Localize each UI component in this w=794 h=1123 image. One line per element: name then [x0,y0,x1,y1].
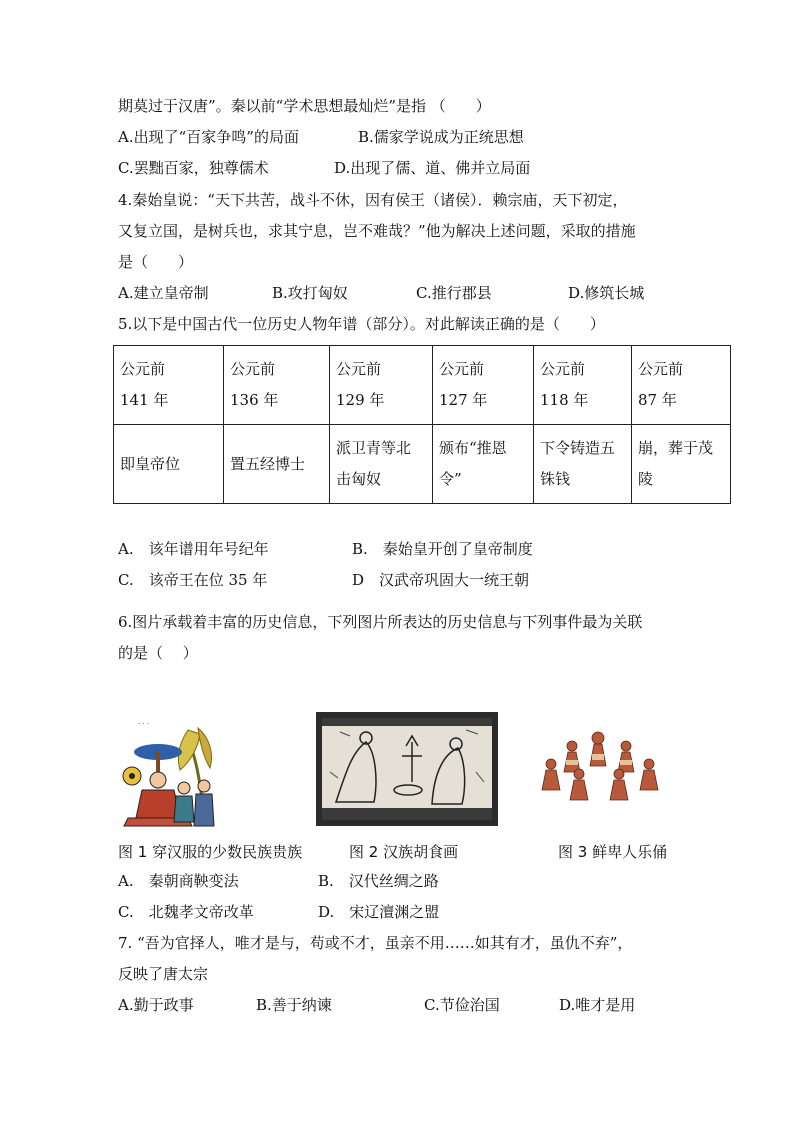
q3-option-c: C.罢黜百家，独尊儒术 [118,159,269,177]
table-cell-year: 公元前 141 年 [114,346,224,425]
table-cell-year: 公元前 129 年 [330,346,433,425]
q4-option-c: C.推行郡县 [416,284,492,302]
figure-3-image [534,726,668,806]
q5-stem: 5.以下是中国古代一位历史人物年谱（部分）。对此解读正确的是（ ） [118,315,605,333]
figure-3-caption: 图 3 鲜卑人乐俑 [558,843,668,861]
q7-option-c: C.节俭治国 [424,996,500,1014]
table-row-events [114,425,731,504]
table-cell-year: 公元前 118 年 [534,346,632,425]
q5-option-a: A. 该年谱用年号纪年 [118,540,269,558]
figure-1-image [118,718,236,832]
table-cell-year: 公元前 136 年 [224,346,330,425]
table-cell-event: 即皇帝位 [114,425,224,504]
q6-stem-line1: 6.图片承载着丰富的历史信息，下列图片所表达的历史信息与下列事件最为关联 [118,613,643,631]
q6-stem-line2: 的是（ ） [118,644,198,662]
q3-option-d: D.出现了儒、道、佛并立局面 [334,159,531,177]
svg-text:· · ·: · · · [138,720,150,728]
q5-option-b: B. 秦始皇开创了皇帝制度 [352,540,533,558]
figure-1-caption: 图 1 穿汉服的少数民族贵族 [118,843,303,861]
table-cell-event: 下令铸造五 铢钱 [534,425,632,504]
table-cell-year: 公元前 127 年 [433,346,534,425]
q7-option-a: A.勤于政事 [118,996,194,1014]
table-cell-year: 公元前 87 年 [632,346,731,425]
q4-option-a: A.建立皇帝制 [118,284,209,302]
table-cell-event: 崩，葬于茂 陵 [632,425,731,504]
q6-option-a: A. 秦朝商鞅变法 [118,872,239,890]
q3-stem-tail: 期莫过于汉唐”。秦以前“学术思想最灿烂”是指 （ ） [118,97,491,115]
table-cell-event: 颁布“推恩 令” [433,425,534,504]
q7-stem-line2: 反映了唐太宗 [118,965,209,983]
q3-option-b: B.儒家学说成为正统思想 [358,128,524,146]
q5-option-d: D 汉武帝巩固大一统王朝 [352,571,530,589]
q7-stem-line1: 7. “吾为官择人，唯才是与，苟或不才，虽亲不用……如其有才，虽仇不弃”， [118,934,633,952]
q4-stem-line3: 是（ ） [118,253,194,271]
table-cell-event: 置五经博士 [224,425,330,504]
figure-2-caption: 图 2 汉族胡食画 [349,843,459,861]
q6-option-c: C. 北魏孝文帝改革 [118,903,254,921]
table-cell-event: 派卫青等北 击匈奴 [330,425,433,504]
q7-option-b: B.善于纳谏 [256,996,332,1014]
q4-stem-line2: 又复立国，是树兵也，求其宁息，岂不难哉？”他为解决上述问题，采取的措施 [118,222,636,240]
q3-option-a: A.出现了“百家争鸣”的局面 [118,128,299,146]
q6-option-d: D. 宋辽澶渊之盟 [318,903,440,921]
q4-stem-line1: 4.秦始皇说：“天下共苦，战斗不休，因有侯王（诸侯）．赖宗庙，天下初定， [118,191,628,209]
q4-option-d: D.修筑长城 [568,284,645,302]
q5-option-c: C. 该帝王在位 35 年 [118,571,268,589]
table-row-years [114,346,731,425]
figure-2-image [316,712,498,826]
chronology-table [113,345,731,504]
q4-option-b: B.攻打匈奴 [272,284,348,302]
q6-option-b: B. 汉代丝绸之路 [318,872,439,890]
q7-option-d: D.唯才是用 [559,996,636,1014]
